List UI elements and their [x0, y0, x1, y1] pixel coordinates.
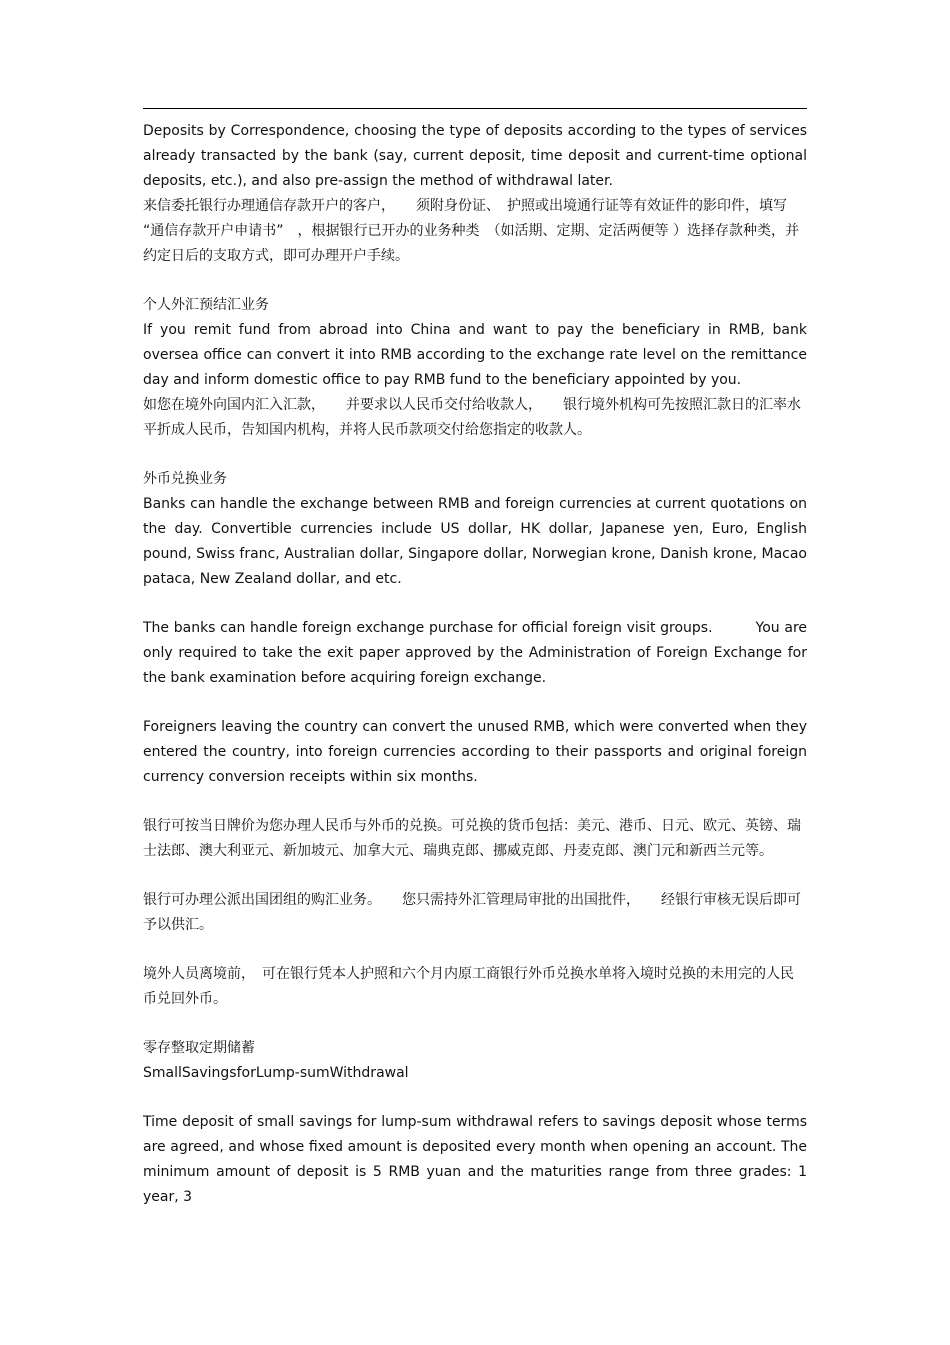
paragraph-presettlement-en: If you remit fund from abroad into China and want to pay the beneficiary in RMB, bank oversea office can convert it into RMB according to the exchange rate level on the remittance day and inform domestic office to pay RMB fund to the beneficiary appointed by you. [143, 322, 807, 388]
top-divider [143, 108, 807, 109]
section-heading-small-savings-en: SmallSavingsforLump-sumWithdrawal [143, 1065, 409, 1081]
paragraph-deposits-by-correspondence-en: Deposits by Correspondence, choosing the type of deposits according to the types of services already transacted by the bank (say, current deposit, time deposit and current-time optional deposits, etc.), and also pre-assign the method of withdrawal later. [143, 123, 807, 189]
paragraph-currency-exchange-zh: 银行可按当日牌价为您办理人民币与外币的兑换。可兑换的货币包括：美元、港币、日元、欧元、英镑、瑞士法郎、澳大利亚元、新加坡元、加拿大元、瑞典克郎、挪威克郎、丹麦克郎、澳门元和新西兰元等。 [143, 818, 801, 859]
paragraph-deposits-by-correspondence-zh: 来信委托银行办理通信存款开户的客户， 须附身份证、 护照或出境通行证等有效证件的影印件，填写 “通信存款开户申请书” ，根据银行已开办的业务种类 （如活期、定期、定活两便等 ）选择存款种类，并约定日后的支取方式，即可办理开户手续。 [143, 198, 799, 264]
section-heading-currency-exchange: 外币兑换业务 [143, 471, 227, 487]
section-heading-small-savings-zh: 零存整取定期储蓄 [143, 1040, 255, 1056]
paragraph-official-visit-zh: 银行可办理公派出国团组的购汇业务。 您只需持外汇管理局审批的出国批件， 经银行审核无误后即可予以供汇。 [143, 892, 801, 933]
paragraph-currency-exchange-en: Banks can handle the exchange between RMB and foreign currencies at current quotations on the day. Convertible currencies include US dollar, HK dollar, Japanese yen, Euro, English pound, Swiss franc, Australian dollar, Singapore dollar, Norwegian krone, Danish krone, Macao pataca, New Zealand dollar, and etc. [143, 496, 807, 587]
paragraph-official-visit-en: The banks can handle foreign exchange purchase for official foreign visit groups. You are only required to take the exit paper approved by the Administration of Foreign Exchange for the bank examination before acquiring foreign exchange. [143, 620, 807, 686]
paragraph-foreigners-leaving-zh: 境外人员离境前， 可在银行凭本人护照和六个月内原工商银行外币兑换水单将入境时兑换的未用完的人民币兑回外币。 [143, 966, 794, 1007]
paragraph-small-savings-en: Time deposit of small savings for lump-sum withdrawal refers to savings deposit whose terms are agreed, and whose fixed amount is deposited every month when opening an account. The minimum amount of deposit is 5 RMB yuan and the maturities range from three grades: 1 year, 3 [143, 1114, 807, 1205]
paragraph-presettlement-zh: 如您在境外向国内汇入汇款， 并要求以人民币交付给收款人， 银行境外机构可先按照汇款日的汇率水平折成人民币，告知国内机构，并将人民币款项交付给您指定的收款人。 [143, 397, 801, 438]
document-page [143, 0, 807, 1345]
paragraph-foreigners-leaving-en: Foreigners leaving the country can convert the unused RMB, which were converted when they entered the country, into foreign currencies according to their passports and original foreign currency conversion receipts within six months. [143, 719, 807, 785]
document-body [143, 119, 807, 1210]
section-heading-presettlement: 个人外汇预结汇业务 [143, 297, 269, 313]
